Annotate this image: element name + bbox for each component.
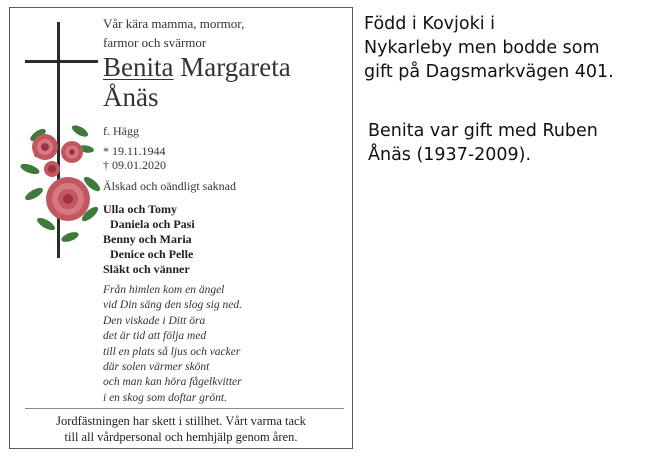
side-paragraph-2 (368, 119, 598, 167)
poem-line: till en plats så ljus och vacker (103, 345, 241, 358)
poem (103, 283, 242, 406)
side-paragraph-1 (364, 12, 614, 84)
poem-line: vid Din säng den slog sig ned. (103, 299, 242, 312)
middle-name: Margareta (180, 52, 291, 82)
side-line: Ånäs (1937-2009). (368, 145, 532, 165)
family-line-3: Benny och Maria (103, 232, 192, 246)
poem-line: det är tid att följa med (103, 330, 207, 343)
birth-date: * 19.11.1944 (103, 144, 166, 158)
maiden-name: f. Hägg (103, 124, 139, 138)
footer-line-1: Jordfästningen har skett i stillhet. Vårt varma tack (56, 414, 306, 428)
last-name: Ånäs (103, 82, 159, 112)
poem-line: i en skog som doftar grönt. (103, 391, 227, 404)
death-date: † 09.01.2020 (103, 158, 166, 172)
poem-line: Från himlen kom en ängel (103, 284, 225, 296)
intro-line-1: Vår kära mamma, mormor, (103, 16, 245, 31)
intro-line-2: farmor och svärmor (103, 35, 207, 50)
footer-line-2: till all vårdpersonal och hemhjälp genom åren. (64, 430, 298, 444)
side-line: gift på Dagsmarkvägen 401. (364, 62, 614, 82)
cross-with-roses-icon (20, 19, 102, 259)
poem-line: och man kan höra fågelkvitter (103, 376, 242, 389)
side-line: Benita var gift med Ruben (368, 121, 598, 141)
family-line-5: Släkt och vänner (103, 262, 190, 276)
poem-line: Den viskade i Ditt öra (103, 314, 206, 327)
family-line-1: Ulla och Tomy (103, 202, 178, 216)
divider (25, 408, 344, 409)
loved-and-missed: Älskad och oändligt saknad (103, 179, 236, 193)
side-line: Född i Kovjoki i (364, 14, 496, 34)
death-notice (9, 7, 353, 449)
family-line-4: Denice och Pelle (110, 247, 194, 261)
side-line: Nykarleby men bodde som (364, 38, 600, 58)
poem-line: där solen värmer skönt (103, 361, 210, 374)
deceased-name (103, 54, 291, 81)
first-name: Benita (103, 52, 174, 82)
family-line-2: Daniela och Pasi (110, 217, 195, 231)
